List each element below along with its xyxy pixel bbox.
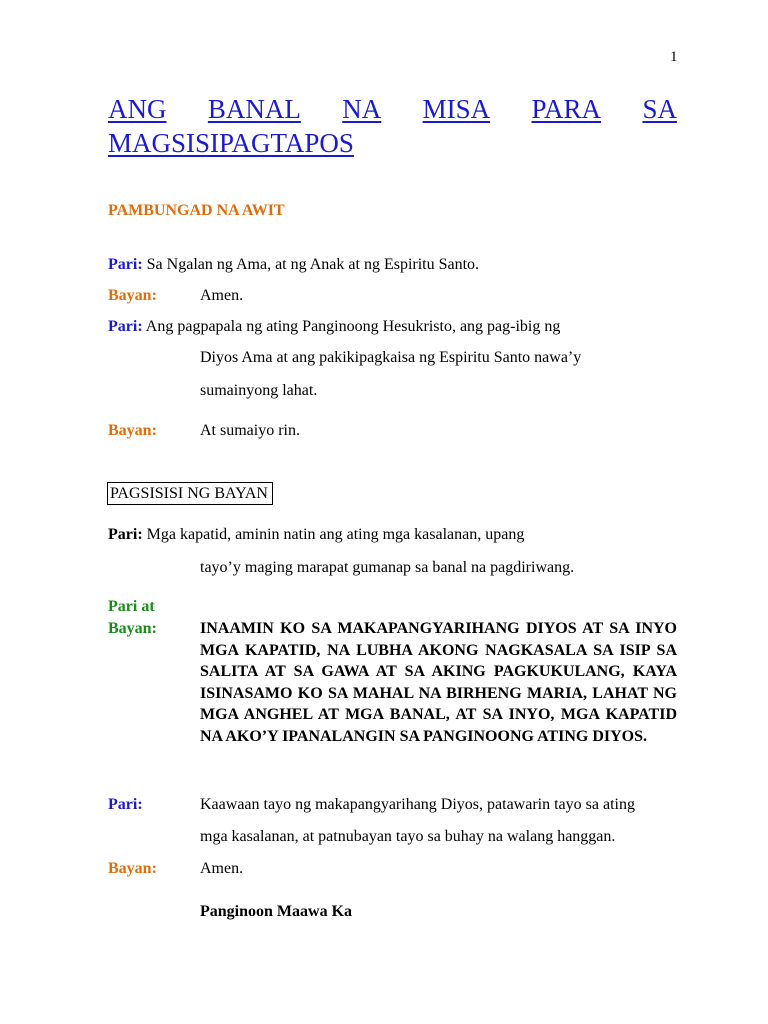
speaker-bayan-green: Bayan: bbox=[108, 620, 157, 637]
title-word: NA bbox=[342, 94, 382, 124]
section-heading-panginoon: Panginoon Maawa Ka bbox=[200, 903, 353, 920]
line-text: At sumaiyo rin. bbox=[200, 422, 300, 439]
line-text: Diyos Ama at ang pakikipagkaisa ng Espiritu Santo nawa’y bbox=[200, 349, 582, 366]
line-text: Kaawaan tayo ng makapangyarihang Diyos, patawarin tayo sa ating bbox=[200, 796, 635, 813]
line-text: Sa Ngalan ng Ama, at ng Anak at ng Espiritu Santo. bbox=[146, 256, 480, 273]
confiteor-prayer: INAAMIN KO SA MAKAPANGYARIHANG DIYOS AT SA INYO MGA KAPATID, NA LUBHA AKONG NAGKASALA SA ISIP SA SALITA AT SA GAWA AT SA AKING PAGKUKULANG, KAYA ISINASAMO KO SA MAHAL NA BIRHENG MARIA, LAHAT NG MGA ANGHEL AT MGA BANAL, AT SA INYO, MGA KAPATID NA AKO’Y IPANALANGIN SA PANGINOONG ATING DIYOS. bbox=[200, 620, 677, 745]
title-word: BANAL bbox=[207, 94, 301, 124]
dialogue-line bbox=[108, 287, 157, 305]
speaker-pari: Pari: bbox=[108, 796, 143, 813]
dialogue-line bbox=[108, 256, 479, 274]
line-text: Ang pagpapala ng ating Panginoong Hesukristo, ang pag-ibig ng bbox=[145, 318, 561, 335]
dialogue-line bbox=[108, 860, 157, 878]
dialogue-line bbox=[108, 422, 157, 440]
title-word: ANG bbox=[108, 94, 167, 124]
dialogue-line bbox=[108, 526, 524, 544]
speaker-pari: Pari: bbox=[108, 526, 143, 543]
title-line-1 bbox=[108, 92, 677, 126]
page-number: 1 bbox=[670, 49, 678, 65]
document-title bbox=[108, 92, 677, 160]
dialogue-line bbox=[108, 796, 143, 814]
title-word: MISA bbox=[422, 94, 491, 124]
title-line-2: MAGSISIPAGTAPOS bbox=[108, 128, 354, 158]
line-text: Mga kapatid, aminin natin ang ating mga kasalanan, upang bbox=[146, 526, 525, 543]
line-text: tayo’y maging marapat gumanap sa banal na pagdiriwang. bbox=[200, 559, 575, 576]
speaker-bayan: Bayan: bbox=[108, 287, 157, 304]
dialogue-line bbox=[108, 318, 560, 336]
section-heading-pambungad: PAMBUNGAD NA AWIT bbox=[108, 202, 285, 219]
speaker-bayan: Bayan: bbox=[108, 422, 157, 439]
section-heading-pagsisisi: PAGSISISI NG BAYAN bbox=[107, 482, 273, 505]
line-text: sumainyong lahat. bbox=[200, 382, 318, 399]
speaker-pari-at: Pari at bbox=[108, 598, 155, 615]
line-text: Amen. bbox=[200, 860, 244, 877]
line-text: Amen. bbox=[200, 287, 244, 304]
title-word: PARA bbox=[531, 94, 602, 124]
line-text: mga kasalanan, at patnubayan tayo sa buhay na walang hanggan. bbox=[200, 828, 616, 845]
speaker-bayan: Bayan: bbox=[108, 860, 157, 877]
speaker-pari: Pari: bbox=[108, 256, 143, 273]
speaker-pari: Pari: bbox=[108, 318, 143, 335]
title-word: SA bbox=[642, 94, 677, 124]
